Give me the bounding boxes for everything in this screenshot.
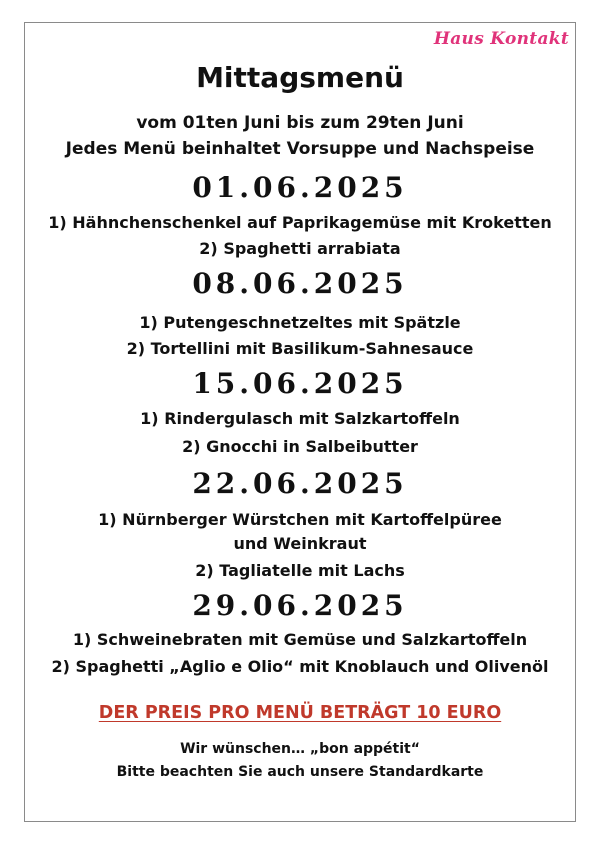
- dish-item: 1) Rindergulasch mit Salzkartoffeln: [140, 409, 460, 428]
- menu-page: [24, 22, 576, 822]
- menu-includes-line: Jedes Menü beinhaltet Vorsuppe und Nachspeise: [65, 139, 535, 159]
- dish-item: 2) Gnocchi in Salbeibutter: [182, 437, 418, 456]
- week-date: 15.06.2025: [192, 367, 408, 400]
- closing-greeting: Wir wünschen… „bon appétit“: [180, 741, 420, 757]
- week-date: 01.06.2025: [192, 171, 408, 204]
- price-note-text: DER PREIS PRO MENÜ BETRÄGT 10 EURO: [98, 703, 502, 723]
- dish-item: 2) Tagliatelle mit Lachs: [195, 561, 405, 580]
- dish-item: 2) Spaghetti arrabiata: [199, 239, 401, 258]
- dish-item: 1) Nürnberger Würstchen mit Kartoffelpüree: [98, 510, 502, 529]
- dish-item: 2) Tortellini mit Basilikum-Sahnesauce: [126, 339, 474, 358]
- brand-logo: Haus Kontakt: [433, 29, 569, 49]
- date-range-line: vom 01ten Juni bis zum 29ten Juni: [136, 113, 464, 133]
- dish-item: und Weinkraut: [233, 534, 367, 553]
- week-date: 29.06.2025: [192, 589, 408, 622]
- dish-item: 1) Hähnchenschenkel auf Paprikagemüse mit Kroketten: [48, 213, 552, 232]
- week-date: 08.06.2025: [192, 267, 408, 300]
- week-date: 22.06.2025: [192, 467, 408, 500]
- price-note: [25, 703, 575, 723]
- standard-menu-note: Bitte beachten Sie auch unsere Standardkarte: [116, 764, 484, 780]
- dish-item: 2) Spaghetti „Aglio e Olio“ mit Knoblauch und Olivenöl: [51, 657, 549, 676]
- page-title: Mittagsmenü: [196, 61, 404, 94]
- dish-item: 1) Putengeschnetzeltes mit Spätzle: [139, 313, 461, 332]
- dish-item: 1) Schweinebraten mit Gemüse und Salzkartoffeln: [72, 630, 528, 649]
